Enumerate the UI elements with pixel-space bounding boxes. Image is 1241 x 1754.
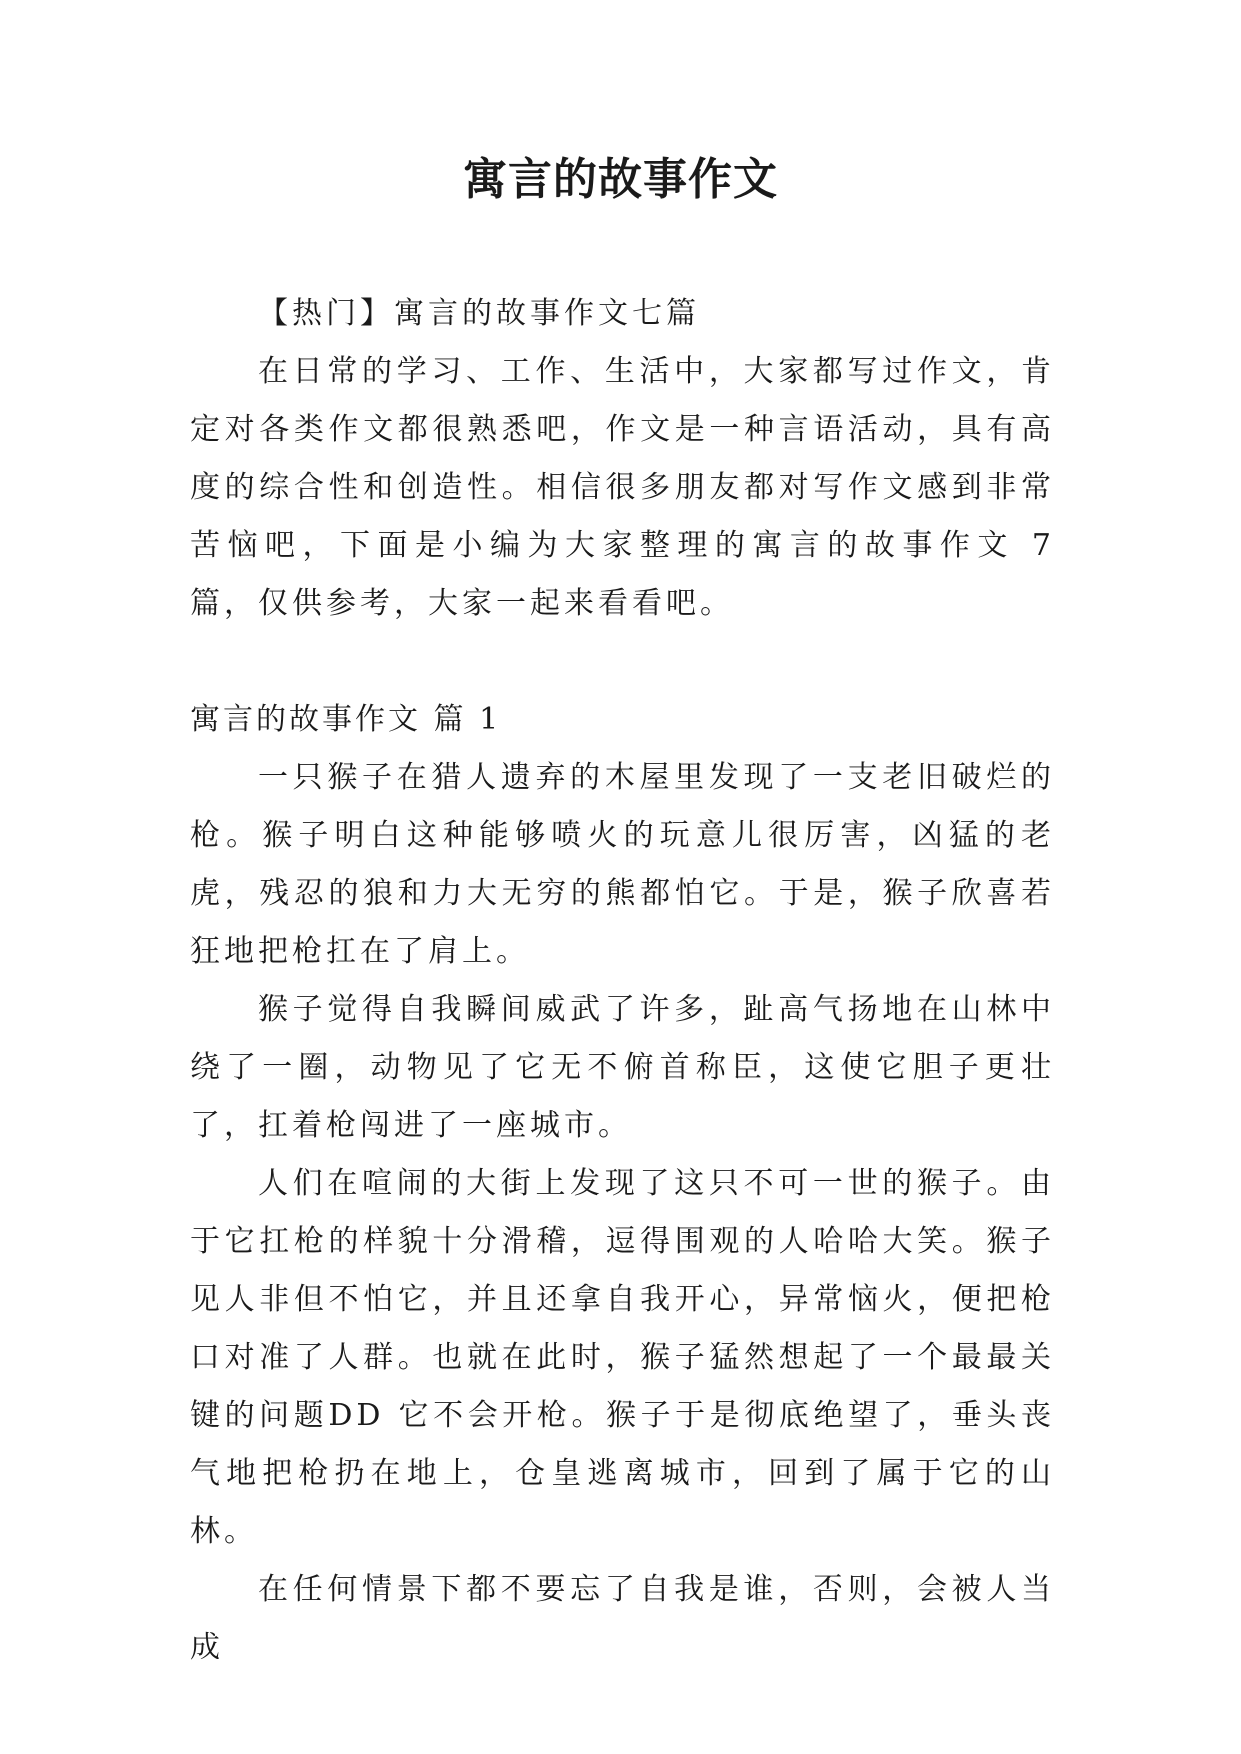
document-title: 寓言的故事作文 bbox=[463, 154, 778, 205]
story-paragraph: 在任何情景下都不要忘了自我是谁，否则，会被人当成 bbox=[190, 1572, 1055, 1665]
document-subtitle: 【热门】寓言的故事作文七篇 bbox=[258, 296, 700, 331]
story-paragraph: 猴子觉得自我瞬间威武了许多，趾高气扬地在山林中绕了一圈，动物见了它无不俯首称臣，这使它胆子更壮了，扛着枪闯进了一座城市。 bbox=[190, 992, 1055, 1143]
story-paragraph: 人们在喧闹的大街上发现了这只不可一世的猴子。由于它扛枪的样貌十分滑稽，逗得围观的人哈哈大笑。猴子见人非但不怕它，并且还拿自我开心，异常恼火，便把枪口对准了人群。也就在此时，猴子猛然想起了一个最最关键的问题DD 它不会开枪。猴子于是彻底绝望了，垂头丧气地把枪扔在地上，仓皇逃离城市，回到了属于它的山林。 bbox=[190, 1166, 1055, 1549]
section-heading: 寓言的故事作文 篇 1 bbox=[190, 702, 502, 737]
story-paragraph: 一只猴子在猎人遗弃的木屋里发现了一支老旧破烂的枪。猴子明白这种能够喷火的玩意儿很厉害，凶猛的老虎，残忍的狼和力大无穷的熊都怕它。于是，猴子欣喜若狂地把枪扛在了肩上。 bbox=[190, 760, 1055, 969]
document-body bbox=[190, 285, 1055, 1677]
intro-paragraph: 在日常的学习、工作、生活中，大家都写过作文，肯定对各类作文都很熟悉吧，作文是一种言语活动，具有高度的综合性和创造性。相信很多朋友都对写作文感到非常苦恼吧，下面是小编为大家整理的寓言的故事作文 7 篇，仅供参考，大家一起来看看吧。 bbox=[190, 354, 1055, 621]
